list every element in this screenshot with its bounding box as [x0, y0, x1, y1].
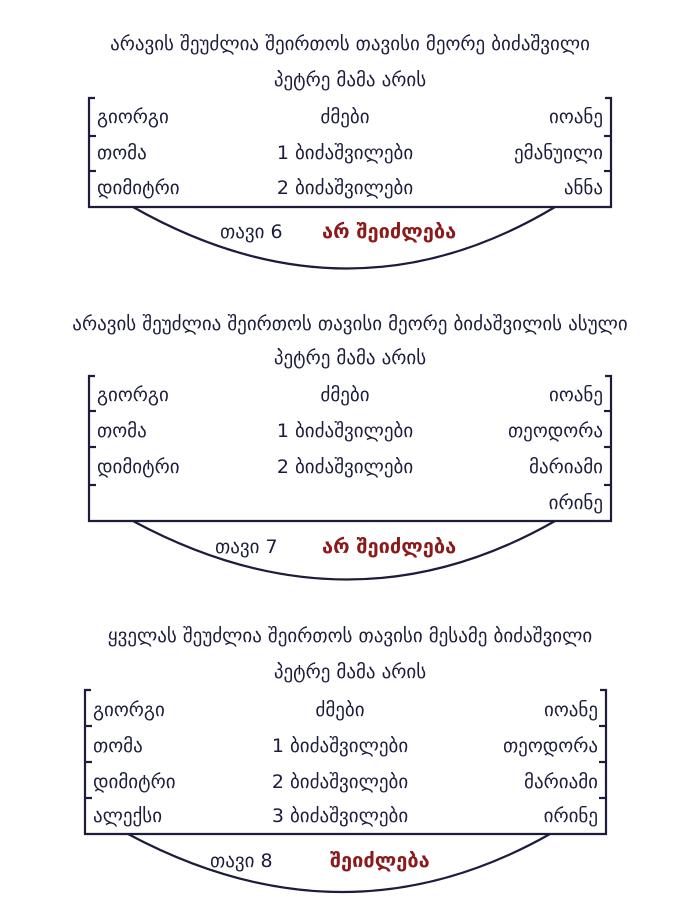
verdict-label: არ შეიძლება [322, 219, 457, 243]
left-name: თომა [93, 735, 143, 757]
rule-title: ყველას შეუძლია შეირთოს თავისი მესამე ბიძაშვილი [107, 625, 593, 647]
chapter-label: თავი 8 [210, 850, 273, 872]
relation-label: ძმები [315, 699, 365, 721]
left-name: დიმიტრი [97, 177, 180, 199]
left-name: გიორგი [97, 384, 169, 406]
right-name: ემანუილი [514, 142, 603, 164]
relation-label: 1 ბიძაშვილები [271, 735, 409, 757]
right-name: მარიამი [529, 456, 603, 478]
verdict-label: არ შეიძლება [322, 534, 457, 558]
right-name: ირინე [548, 492, 603, 514]
father-label: პეტრე მამა არის [273, 661, 427, 683]
relation-label: 3 ბიძაშვილები [271, 805, 409, 827]
panel-chapter-7 [72, 313, 627, 580]
right-name: ირინე [543, 805, 598, 827]
right-name: ანნა [563, 177, 603, 199]
chapter-label: თავი 6 [220, 221, 283, 243]
left-name: თომა [97, 142, 147, 164]
left-name: თომა [97, 420, 147, 442]
verdict-label: შეიძლება [330, 848, 430, 872]
panel-chapter-6 [89, 33, 611, 269]
relation-label: 1 ბიძაშვილები [276, 142, 414, 164]
right-name: იოანე [544, 699, 598, 721]
right-name: თეოდორა [507, 420, 603, 442]
relation-label: 2 ბიძაშვილები [276, 177, 414, 199]
right-name: იოანე [549, 106, 603, 128]
panel-chapter-8 [85, 625, 606, 892]
relation-label: 1 ბიძაშვილები [276, 420, 414, 442]
relation-label: ძმები [320, 106, 370, 128]
left-name: დიმიტრი [97, 456, 180, 478]
relation-label: 2 ბიძაშვილები [276, 456, 414, 478]
left-name: დიმიტრი [93, 771, 176, 793]
father-label: პეტრე მამა არის [273, 69, 427, 91]
relation-label: 2 ბიძაშვილები [271, 771, 409, 793]
right-name: იოანე [549, 384, 603, 406]
left-name: გიორგი [93, 699, 165, 721]
right-name: მარიამი [524, 771, 598, 793]
right-name: თეოდორა [502, 735, 598, 757]
left-name: გიორგი [97, 106, 169, 128]
relation-label: ძმები [320, 384, 370, 406]
rule-title: არავის შეუძლია შეირთოს თავისი მეორე ბიძაშვილი [110, 33, 590, 55]
left-name: ალექსი [93, 805, 163, 827]
father-label: პეტრე მამა არის [273, 347, 427, 369]
chapter-label: თავი 7 [215, 536, 278, 558]
rule-title: არავის შეუძლია შეირთოს თავისი მეორე ბიძაშვილის ასული [72, 313, 628, 335]
